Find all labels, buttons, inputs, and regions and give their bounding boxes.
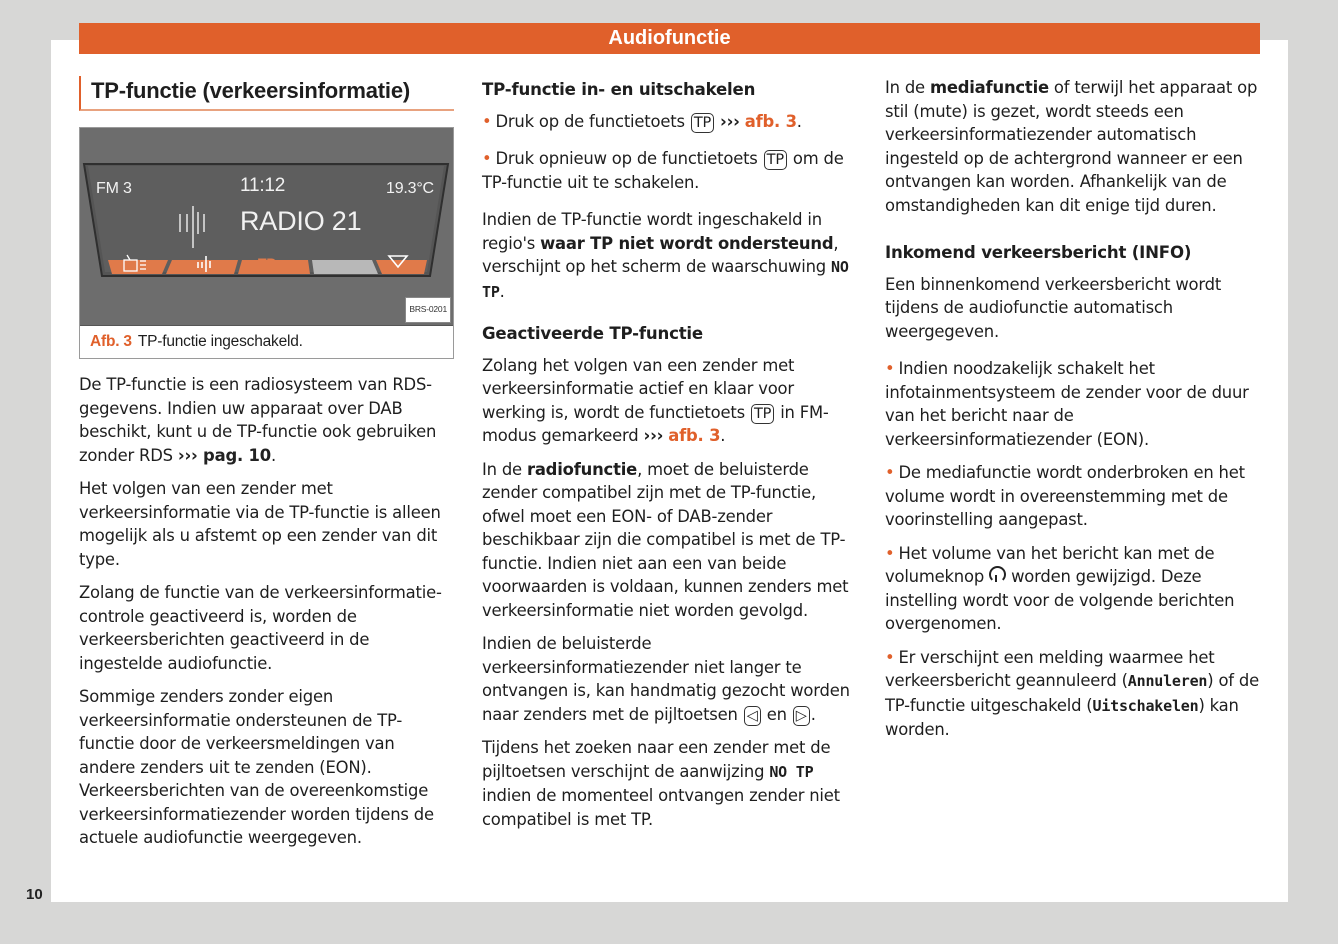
paragraph: Indien de beluisterde verkeersinformatiezender niet langer te ontvangen is, kan handmatig gezocht worden naar zenders met de pijltoetsen ◁ en ▷ .: [482, 634, 850, 724]
arrow-right-key-icon: ▷: [793, 706, 810, 726]
paragraph: Tijdens het zoeken naar een zender met de pijltoetsen verschijnt de aanwijzing NO TP indien de momenteel ontvangen zender niet compatibel is met TP.: [482, 738, 840, 829]
subheading: TP-functie in- en uitschakelen: [482, 80, 756, 99]
no-tp-message: NO TP: [482, 258, 849, 301]
display-time: 11:12: [240, 174, 286, 196]
page-reference-link[interactable]: ››› pag. 10: [177, 445, 271, 465]
figure-caption: [80, 326, 453, 359]
bullet-item: • Het volume van het bericht kan met de volumeknop worden gewijzigd. Deze instelling wordt voor de volgende berichten overgenomen.: [885, 543, 1235, 633]
volume-knob-icon: [989, 566, 1006, 583]
column-left: [79, 76, 454, 860]
section-title: TP-functie (verkeersinformatie): [79, 76, 454, 111]
paragraph: Indien de TP-functie wordt ingeschakeld in regio's waar TP niet wordt ondersteund, verschijnt op het scherm de waarschuwing NO TP.: [482, 210, 849, 301]
paragraph: In de mediafunctie of terwijl het apparaat op stil (mute) is gezet, wordt steeds een verkeersinformatiezender automatisch ingesteld op de achtergrond wanneer er een ontvangen kan worden. Afhankelijk van de omstandigheden kan dit enige tijd duren.: [885, 78, 1258, 215]
bullet-icon: •: [885, 543, 895, 563]
tp-key-icon: TP: [764, 150, 787, 170]
display-band: FM 3: [96, 179, 132, 197]
figure-code: BRS-0201: [405, 297, 451, 323]
bullet-item: • Er verschijnt een melding waarmee het verkeersbericht geannuleerd (Annuleren) of de TP-functie uitgeschakeld (Uitschakelen) kan worden.: [885, 647, 1259, 739]
bullet-icon: •: [885, 359, 895, 378]
bullet-icon: •: [885, 647, 895, 667]
tp-key-icon: TP: [691, 113, 714, 133]
paragraph: Het volgen van een zender met verkeersinformatie via de TP-functie is alleen mogelijk als u afstemt op een zender van dit type.: [79, 479, 441, 569]
figure-label: Afb. 3: [90, 332, 132, 350]
chapter-header: Audiofunctie: [79, 23, 1260, 54]
paragraph: Zolang het volgen van een zender met verkeersinformatie actief en klaar voor werking is, wordt de functietoets TP in FM-modus gemarkeerd ››› afb. 3.: [482, 355, 829, 445]
subheading: Geactiveerde TP-functie: [482, 324, 703, 343]
bullet-item: • Indien noodzakelijk schakelt het infotainmentsysteem de zender voor de duur van het bericht naar de verkeersinformatiezender (EON).: [885, 359, 1249, 449]
paragraph: Sommige zenders zonder eigen verkeersinformatie ondersteunen de TP-functie door de verkeersmeldingen van andere zenders uit te zenden (EON). Verkeersberichten van de overeenkomstige verkeersinformatiezender worden tijdens de actuele audiofunctie weergegeven.: [79, 687, 434, 847]
bullet-icon: •: [885, 463, 895, 482]
radio-display-illustration: [80, 128, 453, 326]
display-station: RADIO 21: [240, 205, 362, 236]
disable-softkey-label: Uitschakelen: [1092, 696, 1199, 715]
column-middle: [482, 76, 857, 841]
bullet-item: • Druk opnieuw op de functietoets TP om de TP-functie uit te schakelen.: [482, 149, 844, 192]
column-right: [885, 76, 1263, 752]
bullet-icon: •: [482, 149, 492, 168]
paragraph: In de radiofunctie, moet de beluisterde zender compatibel zijn met de TP-functie, ofwel moet een EON- of DAB-zender beschikbaar zijn die compatibel is met de TP-functie. Indien niet aan een van beide voorwaarden is voldaan, kunnen zenders met verkeersinformatie niet worden gevolgd.: [482, 459, 849, 620]
paragraph: Een binnenkomend verkeersbericht wordt tijdens de audiofunctie automatisch weergegeven.: [885, 274, 1222, 341]
display-temperature: 19.3°C: [386, 179, 434, 197]
paragraph: De TP-functie is een radiosysteem van RDS-gegevens. Indien uw apparaat over DAB beschikt, kunt u de TP-functie ook gebruiken zonder RDS ››› pag. 10.: [79, 375, 437, 465]
figure-caption-text: TP-functie ingeschakeld.: [137, 332, 303, 350]
tp-key-icon: TP: [751, 404, 774, 424]
bullet-icon: •: [482, 111, 492, 131]
subheading: Inkomend verkeersbericht (INFO): [885, 243, 1192, 262]
bullet-item: • Druk op de functietoets TP ››› afb. 3.: [482, 111, 802, 131]
paragraph: Zolang de functie van de verkeersinformatie-controle geactiveerd is, worden de verkeersberichten geactiveerd in de ingestelde audiofunctie.: [79, 583, 442, 673]
no-tp-message: NO TP: [769, 762, 814, 781]
softkey-tp: TP: [258, 254, 276, 271]
figure-reference-link[interactable]: afb. 3: [744, 111, 797, 131]
arrow-left-key-icon: ◁: [744, 706, 761, 726]
figure-reference-link[interactable]: afb. 3: [668, 426, 721, 445]
bullet-item: • De mediafunctie wordt onderbroken en het volume wordt in overeenstemming met de voorinstelling aangepast.: [885, 463, 1245, 529]
cancel-softkey-label: Annuleren: [1127, 672, 1208, 690]
page-number: 10: [26, 886, 43, 903]
figure-3: [79, 127, 454, 360]
